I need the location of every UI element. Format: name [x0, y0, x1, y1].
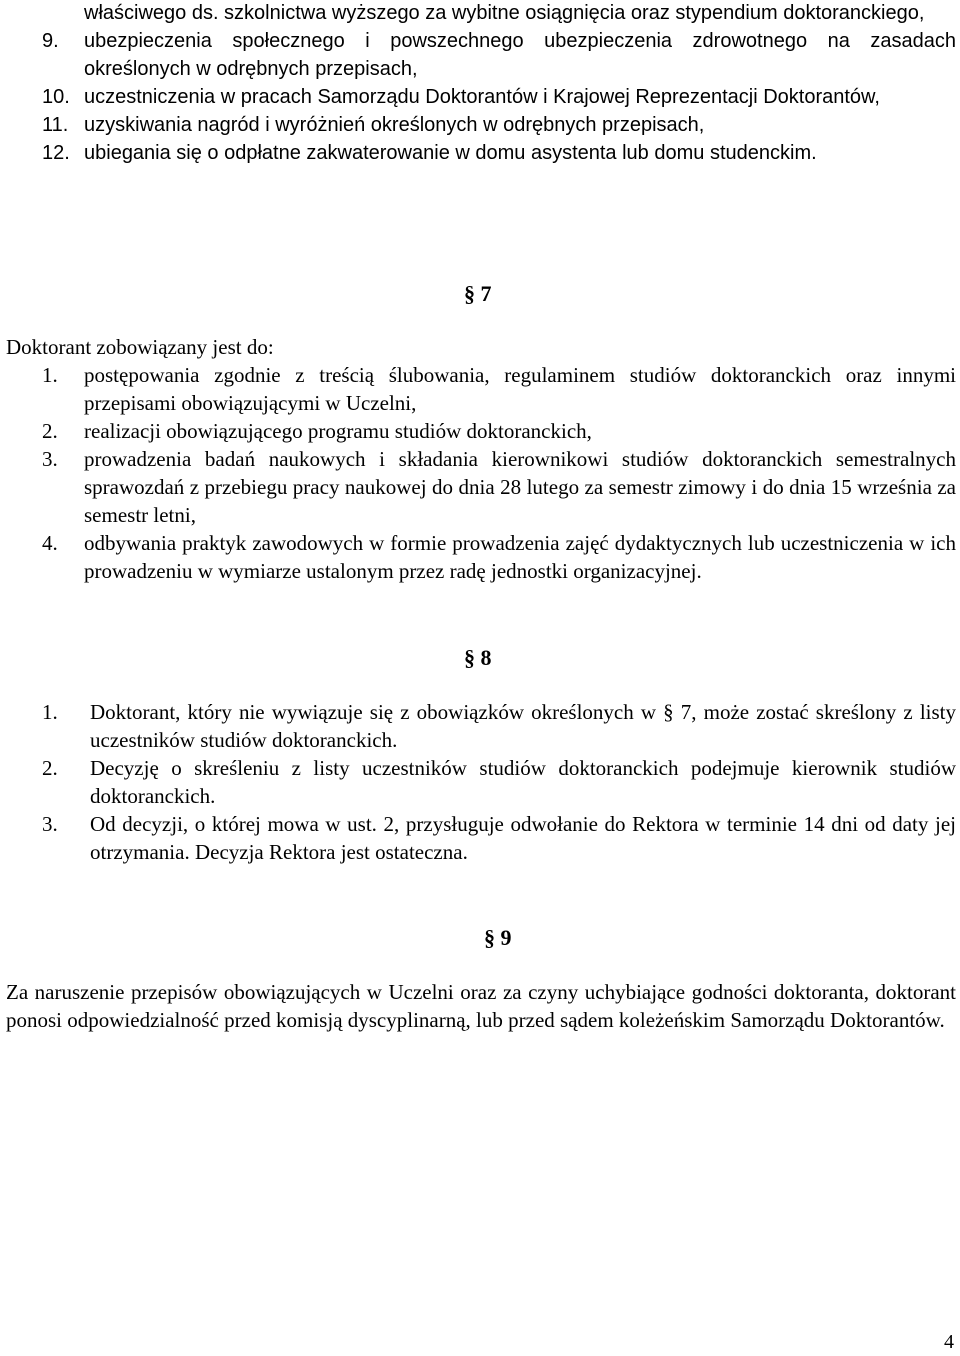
top-list: [42, 0, 956, 167]
list-item-7-3: [6, 445, 956, 529]
list-item-number: 2.: [42, 756, 58, 780]
list-item-12: [42, 139, 956, 167]
list-item-8-3: [6, 810, 956, 866]
section-9-heading: § 9: [484, 925, 512, 950]
list-item-7-1: [6, 361, 956, 417]
list-item-number: 9.: [42, 30, 59, 52]
list-item-text: uzyskiwania nagród i wyróżnień określonych w odrębnych przepisach,: [84, 114, 705, 136]
section-8-heading: § 8: [464, 645, 492, 670]
list-item-text: postępowania zgodnie z treścią ślubowania, regulaminem studiów doktoranckich oraz innymi przepisami obowiązującymi w Uczelni,: [84, 363, 956, 415]
section-7-intro: Doktorant zobowiązany jest do:: [6, 335, 274, 359]
list-item-11: [42, 111, 956, 139]
list-item-number: 3.: [42, 812, 58, 836]
list-item-continuation: [42, 0, 956, 27]
list-item-number: 1.: [42, 363, 58, 387]
section-7-heading: § 7: [464, 281, 492, 306]
list-item-number: 11.: [42, 114, 69, 136]
list-item-text: Decyzję o skreśleniu z listy uczestników studiów doktoranckich podejmuje kierownik studiów doktoranckich.: [90, 756, 956, 808]
list-item-8-1: [6, 698, 956, 754]
list-item-text: ubezpieczenia społecznego i powszechnego ubezpieczenia zdrowotnego na zasadach określonych w odrębnych przepisach,: [84, 30, 956, 80]
list-item-10: [42, 83, 956, 111]
list-item-9: [42, 27, 956, 83]
list-item-8-2: [6, 754, 956, 810]
list-item-number: 10.: [42, 86, 70, 108]
list-item-7-2: [6, 417, 956, 445]
list-item-text: Doktorant, który nie wywiązuje się z obowiązków określonych w § 7, może zostać skreślony z listy uczestników studiów doktoranckich.: [90, 700, 956, 752]
list-item-text: ubiegania się o odpłatne zakwaterowanie w domu asystenta lub domu studenckim.: [84, 142, 817, 164]
list-item-text: odbywania praktyk zawodowych w formie prowadzenia zajęć dydaktycznych lub uczestniczenia w ich prowadzeniu w wymiarze ustalonym przez radę jednostki organizacyjnej.: [84, 531, 956, 583]
list-item-number: 12.: [42, 142, 70, 164]
list-item-number: 2.: [42, 419, 58, 443]
section-9-body: Za naruszenie przepisów obowiązujących w Uczelni oraz za czyny uchybiające godności doktoranta, doktorant ponosi odpowiedzialność przed komisją dyscyplinarną, lub przed sądem koleżeńskim Samorządu Doktorantów.: [6, 980, 956, 1032]
list-item-text: uczestniczenia w pracach Samorządu Doktorantów i Krajowej Reprezentacji Doktorantów,: [84, 86, 880, 108]
list-item-text: prowadzenia badań naukowych i składania kierownikowi studiów doktoranckich semestralnych sprawozdań z przebiegu pracy naukowej do dnia 28 lutego za semestr zimowy i do dnia 15 września za semestr letni,: [84, 447, 956, 527]
list-item-7-4: [6, 529, 956, 585]
list-item-number: 4.: [42, 531, 58, 555]
section-7-body: [6, 333, 956, 585]
list-item-text: właściwego ds. szkolnictwa wyższego za wybitne osiągnięcia oraz stypendium doktoranckiego,: [84, 2, 925, 24]
list-item-number: 3.: [42, 447, 58, 471]
list-item-text: realizacji obowiązującego programu studiów doktoranckich,: [84, 419, 592, 443]
page-number: 4: [944, 1331, 954, 1353]
section-8-body: [6, 698, 956, 866]
list-item-text: Od decyzji, o której mowa w ust. 2, przysługuje odwołanie do Rektora w terminie 14 dni od daty jej otrzymania. Decyzja Rektora jest ostateczna.: [90, 812, 956, 864]
list-item-number: 1.: [42, 700, 58, 724]
